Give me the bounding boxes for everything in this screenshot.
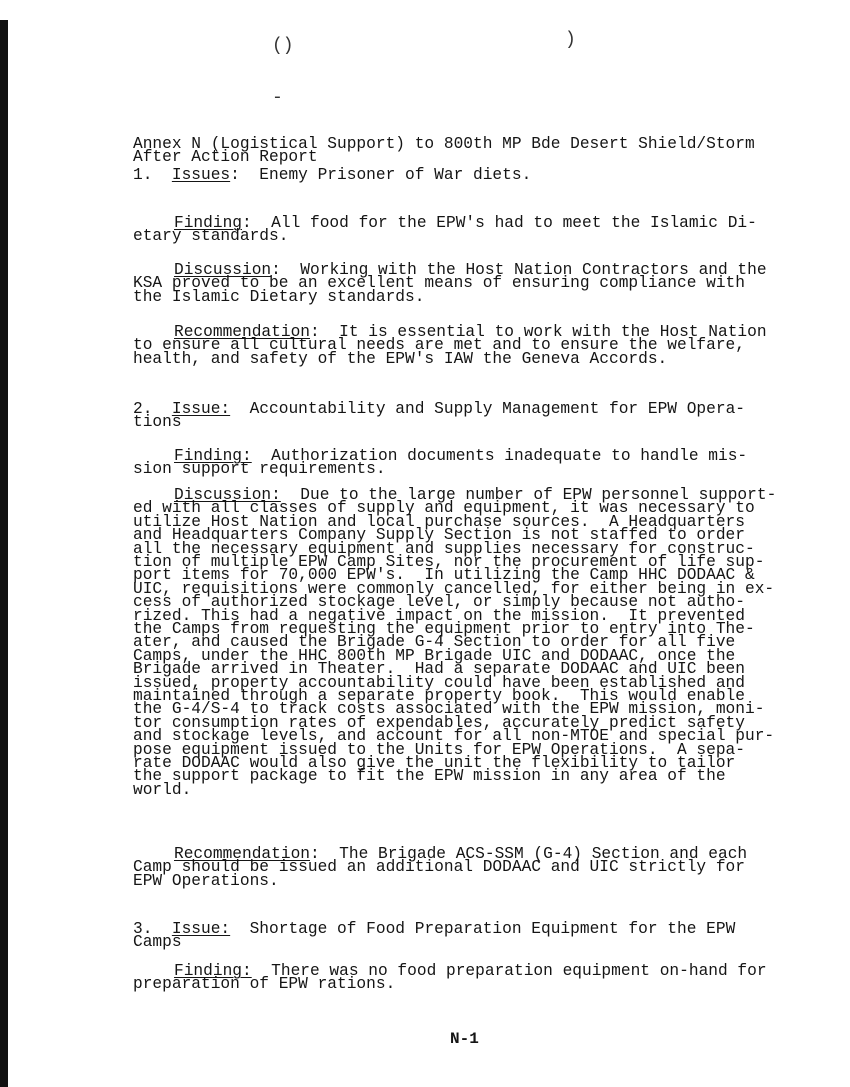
line-text: KSA proved to be an excellent means of ensuring compliance with bbox=[133, 274, 745, 293]
line-text: Due to the large number of EPW personnel support- bbox=[280, 486, 777, 504]
line-text: pose equipment issued to the Units for EPW Operations. A sepa- bbox=[133, 740, 745, 759]
issue-line bbox=[133, 933, 182, 952]
finding-line bbox=[133, 460, 386, 479]
line-text: : It is essential to work with the Host Nation bbox=[310, 323, 767, 341]
recommendation-line bbox=[133, 871, 279, 890]
line-text: Camp should be issued an additional DODAAC and UIC strictly for bbox=[133, 858, 745, 877]
heading-label: Finding bbox=[174, 214, 242, 232]
heading-label: Issue: bbox=[171, 400, 231, 418]
scan-mark: ) bbox=[565, 30, 576, 50]
line-text: all the necessary equipment and supplies necessary for construc- bbox=[133, 539, 755, 558]
line-text: Camps, under the HHC 800th MP Brigade UIC and DODAAC, once the bbox=[133, 646, 736, 665]
heading-label: Issues bbox=[171, 166, 231, 184]
issue-line bbox=[133, 166, 532, 184]
heading-label: Recommendation bbox=[174, 323, 310, 341]
line-text: There was no food preparation equipment on-hand for bbox=[251, 962, 767, 980]
finding-line bbox=[133, 975, 396, 994]
scan-mark: - bbox=[272, 88, 283, 108]
line-text: Camps bbox=[133, 933, 182, 952]
line-text: 2. bbox=[133, 400, 172, 418]
heading-label: Recommendation bbox=[174, 845, 310, 863]
discussion-line bbox=[133, 780, 192, 799]
line-text: Annex N (Logistical Support) to 800th MP Bde Desert Shield/Storm bbox=[133, 135, 755, 153]
heading-label: Finding: bbox=[174, 962, 252, 980]
heading-label: Finding: bbox=[174, 447, 252, 465]
line-text: Accountability and Supply Management for EPW Opera- bbox=[230, 400, 746, 418]
line-text: the G-4/S-4 to track costs associated with the EPW mission, moni- bbox=[133, 700, 765, 719]
line-text: UIC, requisitions were commonly cancelled, for either being in ex- bbox=[133, 579, 775, 598]
heading-label: Issue: bbox=[171, 920, 231, 938]
recommendation-line bbox=[133, 349, 668, 368]
line-text: the Camps from requesting the equipment prior to entry into The- bbox=[133, 620, 755, 638]
line-text: Brigade arrived in Theater. Had a separate DODAAC and UIC been bbox=[133, 660, 745, 679]
line-text: etary standards. bbox=[133, 227, 289, 246]
line-text: sion support requirements. bbox=[133, 460, 386, 479]
line-text: tion of multiple EPW Camp Sites, nor the procurement of life sup- bbox=[133, 553, 765, 571]
line-text: rate DODAAC would also give the unit the flexibility to tailor bbox=[133, 754, 736, 772]
line-text: Shortage of Food Preparation Equipment for the EPW bbox=[230, 920, 736, 938]
document-title-line bbox=[133, 148, 318, 167]
line-text: Authorization documents inadequate to handle mis- bbox=[251, 447, 748, 465]
discussion-line bbox=[133, 767, 726, 786]
line-text: world. bbox=[133, 780, 192, 799]
line-text: : The Brigade ACS-SSM (G-4) Section and each bbox=[310, 845, 748, 863]
line-text: issued, property accountability could have been established and bbox=[133, 673, 745, 692]
line-text: to ensure all cultural needs are met and to ensure the welfare, bbox=[133, 336, 745, 355]
finding-line bbox=[133, 227, 289, 246]
line-text: cess of authorized stockage level, or simply because not autho- bbox=[133, 593, 745, 612]
discussion-line bbox=[133, 287, 425, 306]
line-text: health, and safety of the EPW's IAW the Geneva Accords. bbox=[133, 349, 668, 368]
line-text: tor consumption rates of expendables, accurately predict safety bbox=[133, 713, 745, 732]
line-text: tions bbox=[133, 413, 182, 432]
line-text: maintained through a separate property book. This would enable bbox=[133, 687, 745, 705]
line-text: rized. This had a negative impact on the mission. It prevented bbox=[133, 606, 745, 625]
line-text: 3. bbox=[133, 920, 172, 938]
line-text: the Islamic Dietary standards. bbox=[133, 287, 425, 306]
line-text: utilize Host Nation and local purchase sources. A Headquarters bbox=[133, 512, 745, 531]
line-text: EPW Operations. bbox=[133, 871, 279, 890]
line-text: preparation of EPW rations. bbox=[133, 975, 396, 994]
issue-line bbox=[133, 413, 182, 432]
line-text: ed with all classes of supply and equipment, it was necessary to bbox=[133, 499, 755, 518]
issue-line bbox=[133, 400, 746, 418]
line-text: : Working with the Host Nation Contractors and the bbox=[271, 261, 767, 279]
scan-mark: (⁠) bbox=[272, 36, 294, 56]
page-number: N-1 bbox=[450, 1030, 479, 1048]
line-text: : All food for the EPW's had to meet the Islamic Di- bbox=[242, 214, 757, 232]
line-text: After Action Report bbox=[133, 148, 318, 167]
line-text: ater, and caused the Brigade G-4 Section to order for all five bbox=[133, 633, 736, 652]
heading-label: Discussion bbox=[174, 261, 272, 279]
line-text: and stockage levels, and account for all non-MTOE and special pur- bbox=[133, 727, 775, 746]
line-text: : Enemy Prisoner of War diets. bbox=[230, 166, 532, 184]
line-text: port items for 70,000 EPW's. In utilizing the Camp HHC DODAAC & bbox=[133, 566, 755, 585]
line-text: and Headquarters Company Supply Section is not staffed to order bbox=[133, 526, 745, 545]
line-text: 1. bbox=[133, 166, 172, 184]
heading-label: Discussion: bbox=[174, 486, 281, 504]
scan-edge-bar bbox=[0, 20, 8, 1087]
issue-line bbox=[133, 920, 736, 938]
line-text: the support package to fit the EPW mission in any area of the bbox=[133, 767, 726, 786]
